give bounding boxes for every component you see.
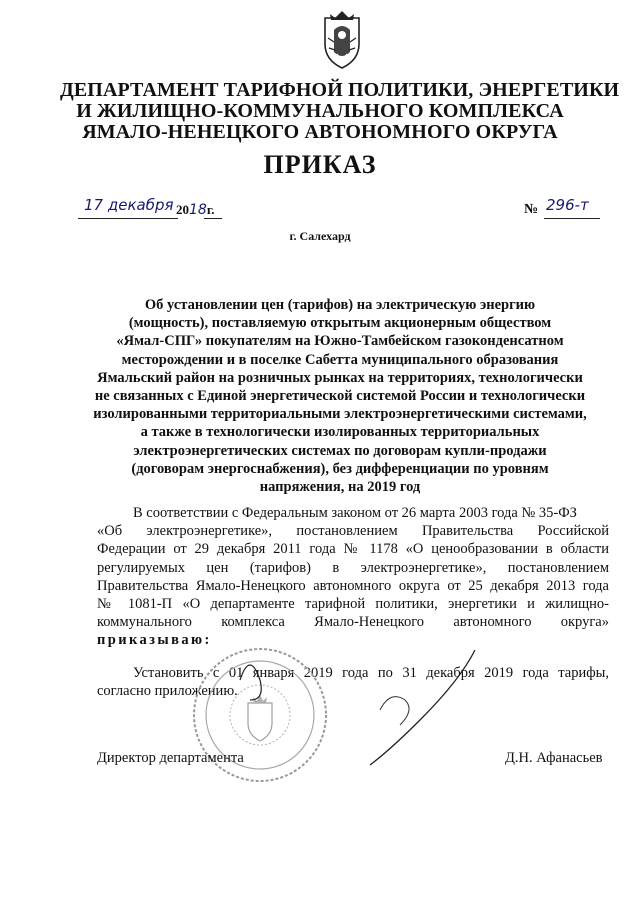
order-subject xyxy=(90,296,590,496)
body-line: регулируемых цен (тарифов) в электроэнергетике», постановлением xyxy=(97,559,609,576)
number-underline xyxy=(544,218,600,219)
city-label: г. Салехард xyxy=(289,229,351,243)
subject-line: не связанных с Единой энергетической системой России и технологически xyxy=(94,388,586,405)
body-line: В соответствии с Федеральным законом от 26 марта 2003 года № 35-ФЗ xyxy=(133,505,577,521)
coat-of-arms-emblem xyxy=(317,8,367,70)
body-line: Правительства Ямало-Ненецкого автономного округа от 25 декабря 2013 года xyxy=(97,577,609,594)
subject-line: электроэнергетических системах по договорам купли-продажи xyxy=(133,442,547,459)
subject-line: (мощность), поставляемую открытым акционерным обществом xyxy=(128,315,552,332)
year-underline xyxy=(204,218,222,219)
body-line: № 1081-П «О департаменте тарифной политики, энергетики и жилищно- xyxy=(97,595,609,612)
department-line: ДЕПАРТАМЕНТ ТАРИФНОЙ ПОЛИТИКИ, ЭНЕРГЕТИКИ xyxy=(60,79,620,101)
subject-line: Об установлении цен (тарифов) на электрическую энергию xyxy=(144,297,536,313)
date-number-row xyxy=(78,198,608,224)
subject-line: (договорам энергоснабжения), без дифференциации по уровням xyxy=(131,460,549,477)
signatory-position: Директор департамента xyxy=(97,750,244,766)
body-paragraph-1 xyxy=(97,504,609,650)
body-line: Установить с 01 января 2019 года по 31 декабря 2019 года тарифы, xyxy=(133,665,609,681)
year-field xyxy=(176,202,215,218)
handwritten-number: 296-т xyxy=(546,196,589,214)
signatory-name: Д.Н. Афанасьев xyxy=(505,750,603,766)
orders-word: приказываю: xyxy=(97,632,212,649)
subject-line: изолированными территориальными электроэнергетическими системами, xyxy=(93,406,587,423)
document-title: ПРИКАЗ xyxy=(263,150,377,179)
body-line: Федерации от 29 декабря 2011 года № 1178 «О ценообразовании в области xyxy=(97,541,609,558)
year-suffix: г. xyxy=(206,202,215,217)
subject-line: а также в технологически изолированных территориальных xyxy=(140,424,540,441)
body-line: коммунального комплекса Ямало-Ненецкого автономного округа» xyxy=(97,614,609,631)
subject-line: месторождении и в поселке Сабетта муниципального образования xyxy=(121,351,559,368)
handwritten-year: 18 xyxy=(189,202,207,218)
date-underline xyxy=(78,218,178,219)
subject-line: Ямальский район на розничных рынках на территориях, технологически xyxy=(97,369,583,386)
subject-line: напряжения, на 2019 год xyxy=(259,479,421,496)
handwritten-signature xyxy=(220,640,520,770)
department-line: И ЖИЛИЩНО-КОММУНАЛЬНОГО КОМПЛЕКСА xyxy=(76,100,564,122)
handwritten-date: 17 декабря xyxy=(84,196,174,214)
number-label: № xyxy=(524,202,539,217)
body-line: согласно приложению. xyxy=(97,683,238,700)
department-line: ЯМАЛО-НЕНЕЦКОГО АВТОНОМНОГО ОКРУГА xyxy=(82,121,558,143)
year-prefix: 20 xyxy=(176,202,189,217)
subject-line: «Ямал-СПГ» покупателям на Южно-Тамбейском газоконденсатном xyxy=(116,333,564,350)
body-line: «Об электроэнергетике», постановлением Правительства Российской xyxy=(97,523,609,540)
department-name xyxy=(60,79,620,143)
